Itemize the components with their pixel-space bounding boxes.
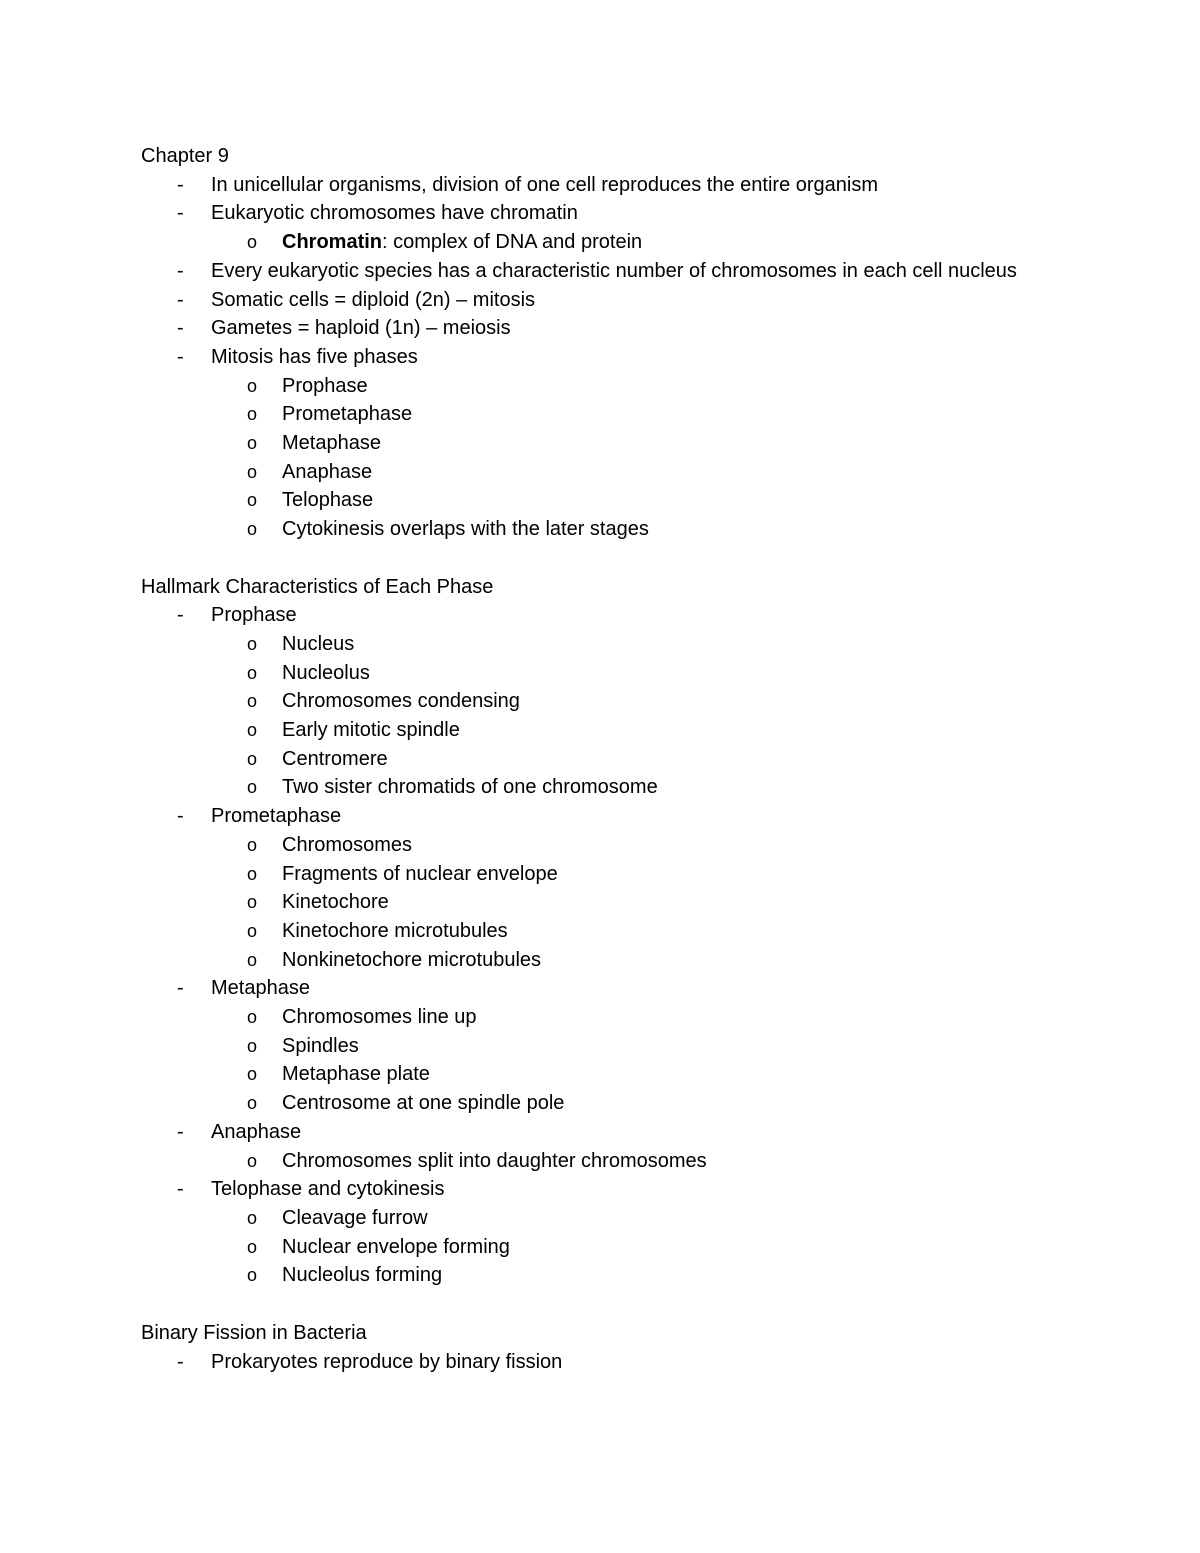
sub-list-item-text: Metaphase plate [282, 1063, 430, 1086]
circle-bullet-icon: o [247, 461, 258, 482]
sub-list-item-text: Prometaphase [282, 403, 413, 426]
section-spacer [141, 544, 1041, 573]
sub-list-item-text: Kinetochore microtubules [282, 919, 508, 942]
sub-list-item-text: Nucleus [282, 632, 355, 655]
sub-bullet-list [211, 372, 1041, 544]
section-heading: Chapter 9 [141, 145, 229, 167]
circle-bullet-icon: o [247, 1265, 258, 1286]
document-body [141, 142, 1041, 1376]
circle-bullet-icon: o [247, 404, 258, 425]
sub-list-item-text: Early mitotic spindle [282, 719, 460, 742]
sub-list-item [141, 228, 1041, 257]
sub-bullet-list [211, 228, 1041, 257]
sub-list-item [141, 716, 1041, 745]
bullet-list [141, 601, 1041, 1290]
sub-list-item [141, 1089, 1041, 1118]
list-item-text: Metaphase [211, 977, 310, 1000]
dash-bullet-icon: - [177, 259, 184, 282]
dash-bullet-icon: - [177, 202, 184, 225]
circle-bullet-icon: o [247, 433, 258, 454]
list-item [141, 199, 1041, 256]
circle-bullet-icon: o [247, 232, 258, 253]
list-item [141, 257, 1041, 286]
sub-list-item [141, 1003, 1041, 1032]
circle-bullet-icon: o [247, 662, 258, 683]
sub-list-item [141, 659, 1041, 688]
sub-list-item [141, 1147, 1041, 1176]
sub-list-item [141, 630, 1041, 659]
sub-list-item-text: Fragments of nuclear envelope [282, 862, 558, 885]
sub-bullet-list [211, 831, 1041, 975]
list-item-text: Mitosis has five phases [211, 345, 418, 368]
list-item-text: Prokaryotes reproduce by binary fission [211, 1350, 563, 1373]
bullet-list [141, 171, 1041, 544]
list-item-text: Prophase [211, 604, 297, 627]
bullet-list [141, 1348, 1041, 1377]
sub-list-item [141, 831, 1041, 860]
list-item [141, 1118, 1041, 1175]
circle-bullet-icon: o [247, 748, 258, 769]
list-item [141, 802, 1041, 974]
sub-list-item-text: Two sister chromatids of one chromosome [282, 776, 658, 799]
list-item [141, 286, 1041, 315]
sub-list-item-text: Chromosomes split into daughter chromosomes [282, 1149, 707, 1172]
sub-list-item-text: Nucleolus [282, 661, 370, 684]
sub-list-item [141, 1204, 1041, 1233]
circle-bullet-icon: o [247, 1064, 258, 1085]
dash-bullet-icon: - [177, 1178, 184, 1201]
circle-bullet-icon: o [247, 777, 258, 798]
list-item [141, 974, 1041, 1118]
sub-list-item-text: Metaphase [282, 432, 381, 455]
sub-list-item [141, 458, 1041, 487]
dash-bullet-icon: - [177, 1120, 184, 1143]
sub-list-item-text: Nuclear envelope forming [282, 1235, 510, 1258]
sub-list-item [141, 1032, 1041, 1061]
sub-bullet-list [211, 630, 1041, 802]
dash-bullet-icon: - [177, 604, 184, 627]
sub-list-item-text: Chromosomes [282, 833, 413, 856]
sub-list-item-text: Nonkinetochore microtubules [282, 948, 542, 971]
dash-bullet-icon: - [177, 317, 184, 340]
sub-list-item [141, 515, 1041, 544]
sub-list-item-text: Spindles [282, 1034, 359, 1057]
sub-list-item [141, 372, 1041, 401]
circle-bullet-icon: o [247, 1150, 258, 1171]
circle-bullet-icon: o [247, 1035, 258, 1056]
list-item-text: Telophase and cytokinesis [211, 1178, 445, 1201]
sub-list-item-text: Kinetochore [282, 891, 389, 914]
circle-bullet-icon: o [247, 490, 258, 511]
dash-bullet-icon: - [177, 288, 184, 311]
list-item [141, 1175, 1041, 1290]
sub-list-item-text: Anaphase [282, 460, 373, 483]
sub-list-item [141, 429, 1041, 458]
sub-list-item-text: Centromere [282, 747, 388, 770]
list-item-text: Anaphase [211, 1120, 302, 1143]
sub-list-item [141, 946, 1041, 975]
sub-list-item [141, 486, 1041, 515]
circle-bullet-icon: o [247, 1236, 258, 1257]
circle-bullet-icon: o [247, 375, 258, 396]
sub-list-item [141, 400, 1041, 429]
dash-bullet-icon: - [177, 1350, 184, 1373]
circle-bullet-icon: o [247, 920, 258, 941]
list-item-text: Every eukaryotic species has a characteristic number of chromosomes in each cell nucleus [211, 259, 1017, 282]
sub-list-item [141, 773, 1041, 802]
sub-list-item-text: Telophase [282, 489, 374, 512]
section-heading: Binary Fission in Bacteria [141, 1321, 367, 1344]
list-item [141, 601, 1041, 802]
sub-list-item-text: : complex of DNA and protein [382, 231, 643, 254]
list-item-text: Eukaryotic chromosomes have chromatin [211, 202, 578, 225]
list-item [141, 343, 1041, 544]
dash-bullet-icon: - [177, 977, 184, 1000]
dash-bullet-icon: - [177, 345, 184, 368]
circle-bullet-icon: o [247, 720, 258, 741]
list-item [141, 171, 1041, 200]
list-item-text: Prometaphase [211, 805, 342, 828]
sub-list-item [141, 745, 1041, 774]
list-item [141, 1348, 1041, 1377]
dash-bullet-icon: - [177, 805, 184, 828]
sub-list-item-text: Cleavage furrow [282, 1207, 428, 1229]
section-spacer [141, 1290, 1041, 1319]
circle-bullet-icon: o [247, 691, 258, 712]
sub-list-item [141, 1060, 1041, 1089]
sub-list-item [141, 917, 1041, 946]
circle-bullet-icon: o [247, 633, 258, 654]
sub-list-item-text: Nucleolus forming [282, 1264, 443, 1287]
circle-bullet-icon: o [247, 1007, 258, 1028]
sub-list-item [141, 888, 1041, 917]
sub-list-item-text: Chromosomes condensing [282, 690, 520, 713]
dash-bullet-icon: - [177, 173, 184, 196]
section-heading: Hallmark Characteristics of Each Phase [141, 575, 494, 598]
list-item [141, 314, 1041, 343]
circle-bullet-icon: o [247, 949, 258, 970]
circle-bullet-icon: o [247, 863, 258, 884]
list-item-text: Gametes = haploid (1n) – meiosis [211, 317, 511, 340]
circle-bullet-icon: o [247, 834, 258, 855]
sub-bullet-list [211, 1204, 1041, 1290]
sub-list-item-text: Cytokinesis overlaps with the later stages [282, 518, 649, 541]
term-bold: Chromatin [282, 231, 382, 254]
list-item-text: In unicellular organisms, division of one cell reproduces the entire organism [211, 173, 879, 196]
sub-list-item [141, 860, 1041, 889]
sub-list-item [141, 687, 1041, 716]
list-item-text: Somatic cells = diploid (2n) – mitosis [211, 288, 536, 311]
circle-bullet-icon: o [247, 1093, 258, 1114]
sub-list-item-text: Chromosomes line up [282, 1006, 477, 1029]
sub-list-item [141, 1233, 1041, 1262]
sub-bullet-list [211, 1147, 1041, 1176]
sub-list-item [141, 1261, 1041, 1290]
sub-list-item-text: Prophase [282, 374, 368, 397]
sub-bullet-list [211, 1003, 1041, 1118]
circle-bullet-icon: o [247, 1208, 258, 1228]
sub-list-item-text: Centrosome at one spindle pole [282, 1092, 565, 1115]
circle-bullet-icon: o [247, 892, 258, 913]
circle-bullet-icon: o [247, 519, 258, 540]
